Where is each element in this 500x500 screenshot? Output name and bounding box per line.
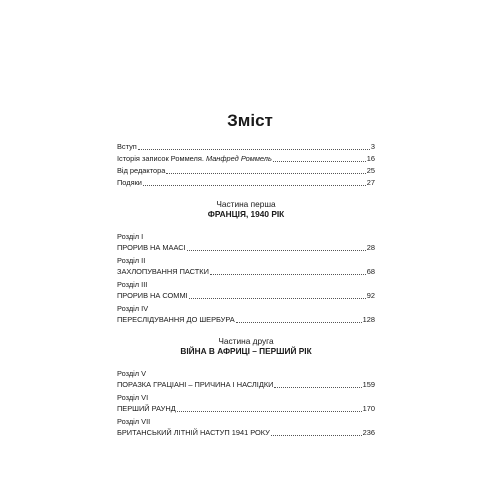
chapter-section: Розділ VI [117, 393, 149, 402]
toc-entry-page: 27 [366, 178, 375, 187]
part-heading [117, 336, 375, 357]
toc-entry-page: 92 [366, 291, 375, 300]
dot-leader [138, 141, 370, 150]
toc-entry-title: ПЕРШИЙ РАУНД [117, 404, 176, 413]
toc-entry-chapter[interactable] [117, 314, 375, 326]
toc-entry-title: ПОРАЗКА ГРАЦІАНІ – ПРИЧИНА І НАСЛІДКИ [117, 380, 274, 389]
chapter-section: Розділ IV [117, 304, 149, 313]
part-heading [117, 199, 375, 220]
chapter-section: Розділ I [117, 232, 144, 241]
page-title: Зміст [227, 111, 273, 130]
table-of-contents [117, 141, 375, 439]
toc-entry-chapter[interactable] [117, 242, 375, 254]
toc-entry-chapter[interactable] [117, 427, 375, 439]
toc-entry-title: БРИТАНСЬКИЙ ЛІТНІЙ НАСТУП 1941 РОКУ [117, 428, 270, 437]
chapter-section: Розділ III [117, 280, 148, 289]
part-label: Частина перша [216, 199, 276, 209]
toc-entry-page: 159 [362, 380, 375, 389]
chapter-section: Розділ V [117, 369, 147, 378]
toc-entry-title: ПЕРЕСЛІДУВАННЯ ДО ШЕРБУРА [117, 315, 235, 324]
toc-entry-page: 128 [362, 315, 375, 324]
toc-entry-page: 236 [362, 428, 375, 437]
dot-leader [177, 403, 362, 412]
toc-entry-title: Вступ [117, 142, 137, 151]
toc-entry-page: 16 [366, 154, 375, 163]
toc-entry-thanks[interactable] [117, 177, 375, 189]
dot-leader [274, 379, 361, 388]
toc-entry-title: Від редактора [117, 166, 166, 175]
toc-entry-chapter[interactable] [117, 403, 375, 415]
toc-entry-title: ЗАХЛОПУВАННЯ ПАСТКИ [117, 267, 209, 276]
toc-entry-intro[interactable] [117, 141, 375, 153]
dot-leader [187, 242, 366, 251]
chapter-section: Розділ VII [117, 417, 151, 426]
toc-entry-editor[interactable] [117, 165, 375, 177]
toc-entry-title: ПРОРИВ НА СОММІ [117, 291, 188, 300]
toc-entry-title: ПРОРИВ НА МААСІ [117, 243, 186, 252]
part-name: ФРАНЦІЯ, 1940 РІК [207, 209, 285, 219]
toc-entry-page: 25 [366, 166, 375, 175]
dot-leader [271, 427, 362, 436]
dot-leader [210, 266, 366, 275]
toc-entry-author: Манфред Роммель [205, 154, 272, 163]
toc-entry-history[interactable] [117, 153, 375, 165]
toc-entry-title-wrap [117, 153, 272, 165]
toc-entry-title: Подяки [117, 178, 142, 187]
toc-entry-title: Історія записок Роммеля. [117, 154, 204, 163]
chapter-section: Розділ II [117, 256, 146, 265]
toc-entry-chapter[interactable] [117, 290, 375, 302]
dot-leader [143, 177, 366, 186]
dot-leader [273, 153, 366, 162]
toc-entry-chapter[interactable] [117, 266, 375, 278]
part-name: ВІЙНА В АФРИЦІ – ПЕРШИЙ РІК [180, 346, 312, 356]
dot-leader [166, 165, 365, 174]
toc-entry-page: 68 [366, 267, 375, 276]
dot-leader [189, 290, 366, 299]
part-label: Частина друга [218, 336, 274, 346]
toc-entry-page: 28 [366, 243, 375, 252]
dot-leader [236, 314, 362, 323]
toc-entry-page: 3 [370, 142, 375, 151]
toc-entry-chapter[interactable] [117, 379, 375, 391]
toc-entry-page: 170 [362, 404, 375, 413]
